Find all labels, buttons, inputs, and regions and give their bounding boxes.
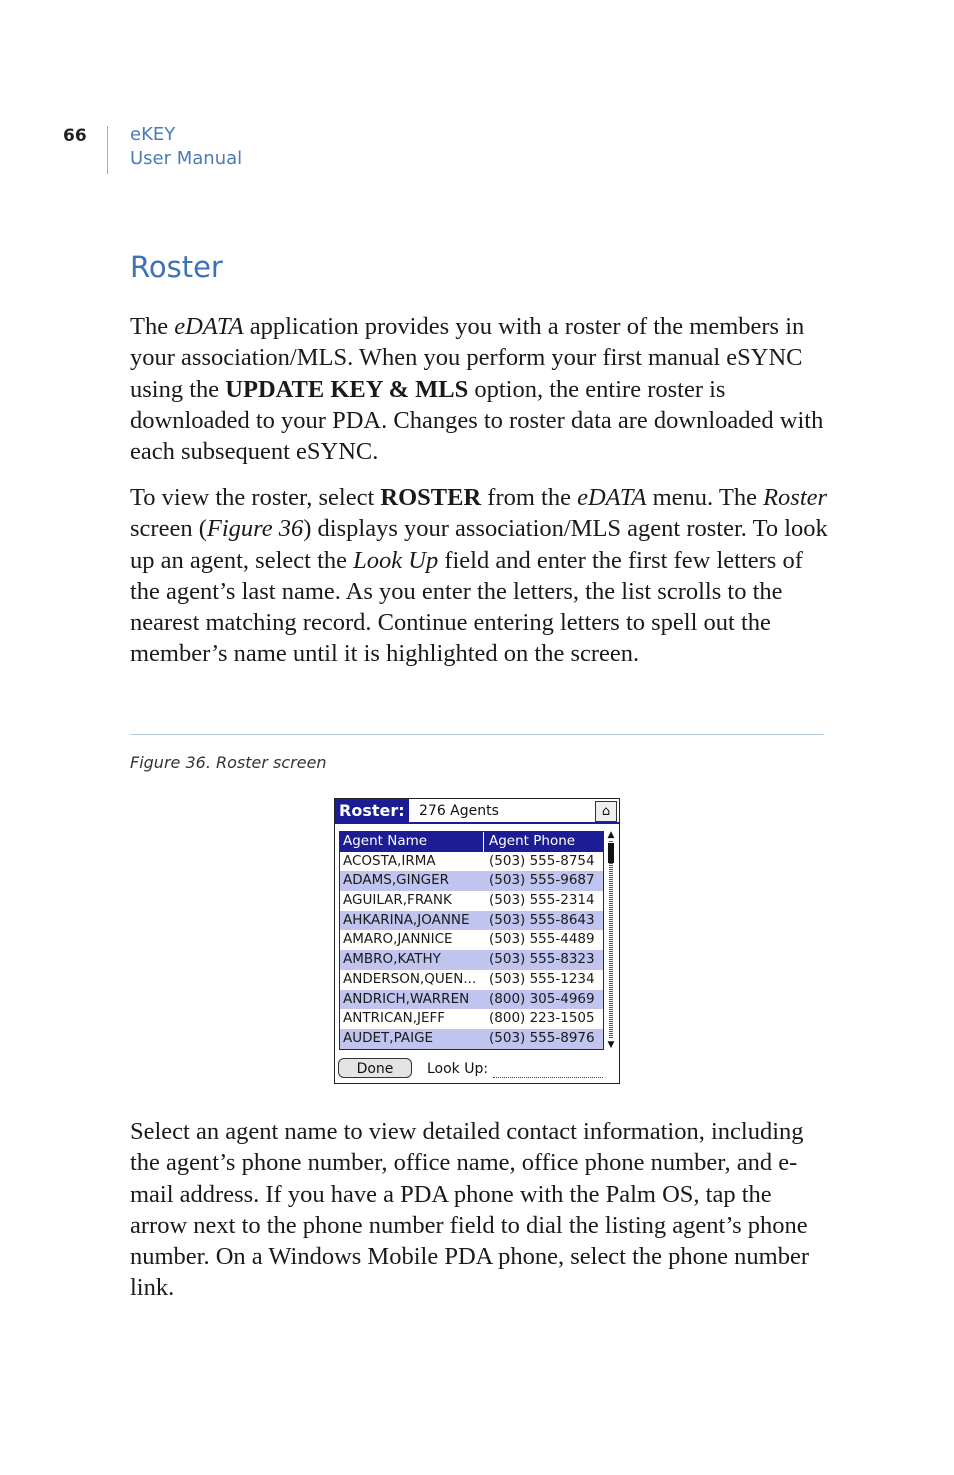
figure-divider xyxy=(130,734,824,735)
column-header-name[interactable]: Agent Name xyxy=(343,833,428,849)
scrollbar[interactable] xyxy=(605,831,617,1049)
scroll-thumb[interactable] xyxy=(608,843,614,863)
paragraph-instructions xyxy=(130,482,830,670)
app-name: eDATA xyxy=(174,313,244,340)
done-button[interactable]: Done xyxy=(338,1058,412,1078)
agent-phone: (503) 555-9687 xyxy=(489,872,595,889)
figure-caption: Figure 36. Roster screen xyxy=(130,753,327,772)
agent-phone: (800) 223-1505 xyxy=(489,1010,595,1027)
header-divider xyxy=(107,126,108,174)
table-header xyxy=(340,832,603,852)
agent-name: ANTRICAN,JEFF xyxy=(343,1010,446,1027)
agent-phone: (503) 555-1234 xyxy=(489,970,595,987)
column-header-phone[interactable]: Agent Phone xyxy=(483,832,603,852)
table-row[interactable] xyxy=(340,990,603,1010)
page-header xyxy=(0,124,954,176)
scroll-down-arrow-icon[interactable]: ▼ xyxy=(607,1040,615,1050)
agent-phone: (503) 555-8976 xyxy=(489,1029,595,1046)
table-row[interactable] xyxy=(340,891,603,911)
agent-phone: (503) 555-4489 xyxy=(489,931,595,948)
agent-count: 276 Agents xyxy=(419,803,499,819)
table-row[interactable] xyxy=(340,852,603,872)
text: The xyxy=(130,313,175,340)
agent-phone: (503) 555-8754 xyxy=(489,852,595,869)
text: application provides you with a roster of the members in your association/MLS. When you perform your first manual eSYNC using the xyxy=(130,313,805,403)
agent-phone: (503) 555-8643 xyxy=(489,911,595,928)
text: screen ( xyxy=(130,515,207,543)
agent-name: AGUILAR,FRANK xyxy=(343,892,452,909)
agent-name: AHKARINA,JOANNE xyxy=(343,911,470,928)
header-title: eKEY xyxy=(130,124,176,145)
palm-title: Roster: xyxy=(335,799,409,823)
agent-phone: (800) 305-4969 xyxy=(489,990,595,1007)
roster-screen xyxy=(334,798,620,1084)
agent-name: ANDRICH,WARREN xyxy=(343,990,470,1007)
page-number: 66 xyxy=(63,126,87,146)
paragraph-details: Select an agent name to view detailed contact information, including the agent’s phone number, office name, office phone number, and e-mail address. If you have a PDA phone with the Palm OS, tap the arrow next to the phone number field to dial the listing agent’s phone number. On a Windows Mobile PDA phone, select the phone number link. xyxy=(130,1118,810,1302)
agent-name: AMBRO,KATHY xyxy=(343,951,441,968)
section-heading: Roster xyxy=(130,250,223,284)
header-subtitle: User Manual xyxy=(130,148,243,169)
table-row[interactable] xyxy=(340,1029,603,1049)
agent-name: ADAMS,GINGER xyxy=(343,872,450,889)
agent-name: ACOSTA,IRMA xyxy=(343,852,436,869)
field-name: Look Up xyxy=(353,546,439,574)
app-name: eDATA xyxy=(577,484,647,511)
agent-phone: (503) 555-8323 xyxy=(489,951,595,968)
option-name: UPDATE KEY & MLS xyxy=(225,375,469,403)
table-row[interactable] xyxy=(340,950,603,970)
text: from the xyxy=(481,484,578,511)
text: ) displays your association/MLS agent roster. To look up an agent, select the xyxy=(130,515,828,574)
scroll-track[interactable] xyxy=(609,841,613,1039)
text: To view the roster, select xyxy=(130,484,381,511)
agent-name: AUDET,PAIGE xyxy=(343,1029,434,1046)
scroll-up-arrow-icon[interactable]: ▲ xyxy=(607,830,615,840)
agent-name: ANDERSON,QUEN... xyxy=(343,970,477,987)
text: menu. The xyxy=(646,484,764,511)
title-underline xyxy=(335,822,619,824)
agent-name: AMARO,JANNICE xyxy=(343,931,453,948)
lookup-label: Look Up: xyxy=(427,1061,489,1077)
table-row[interactable] xyxy=(340,1009,603,1029)
screen-name: Roster xyxy=(763,484,828,511)
text: field and enter the first few letters of the agent’s last name. As you enter the letters, the list scrolls to the nearest matching record. Continue entering letters to spell out the member’s name until it is highlighted on the screen. xyxy=(130,546,803,668)
menu-item-name: ROSTER xyxy=(380,484,482,511)
lookup-input[interactable] xyxy=(493,1061,603,1078)
table-row[interactable] xyxy=(340,970,603,990)
figure-reference: Figure 36 xyxy=(206,515,304,543)
palm-title-bar xyxy=(335,799,619,823)
agent-phone: (503) 555-2314 xyxy=(489,892,595,909)
table-row[interactable] xyxy=(340,911,603,931)
paragraph-intro xyxy=(130,311,830,467)
home-icon[interactable]: ⌂ xyxy=(595,801,617,822)
table-row[interactable] xyxy=(340,871,603,891)
table-row[interactable] xyxy=(340,930,603,950)
roster-table xyxy=(339,831,604,1050)
text: option, the entire roster is downloaded to your PDA. Changes to roster data are downloaded with each subsequent eSYNC. xyxy=(130,375,824,466)
